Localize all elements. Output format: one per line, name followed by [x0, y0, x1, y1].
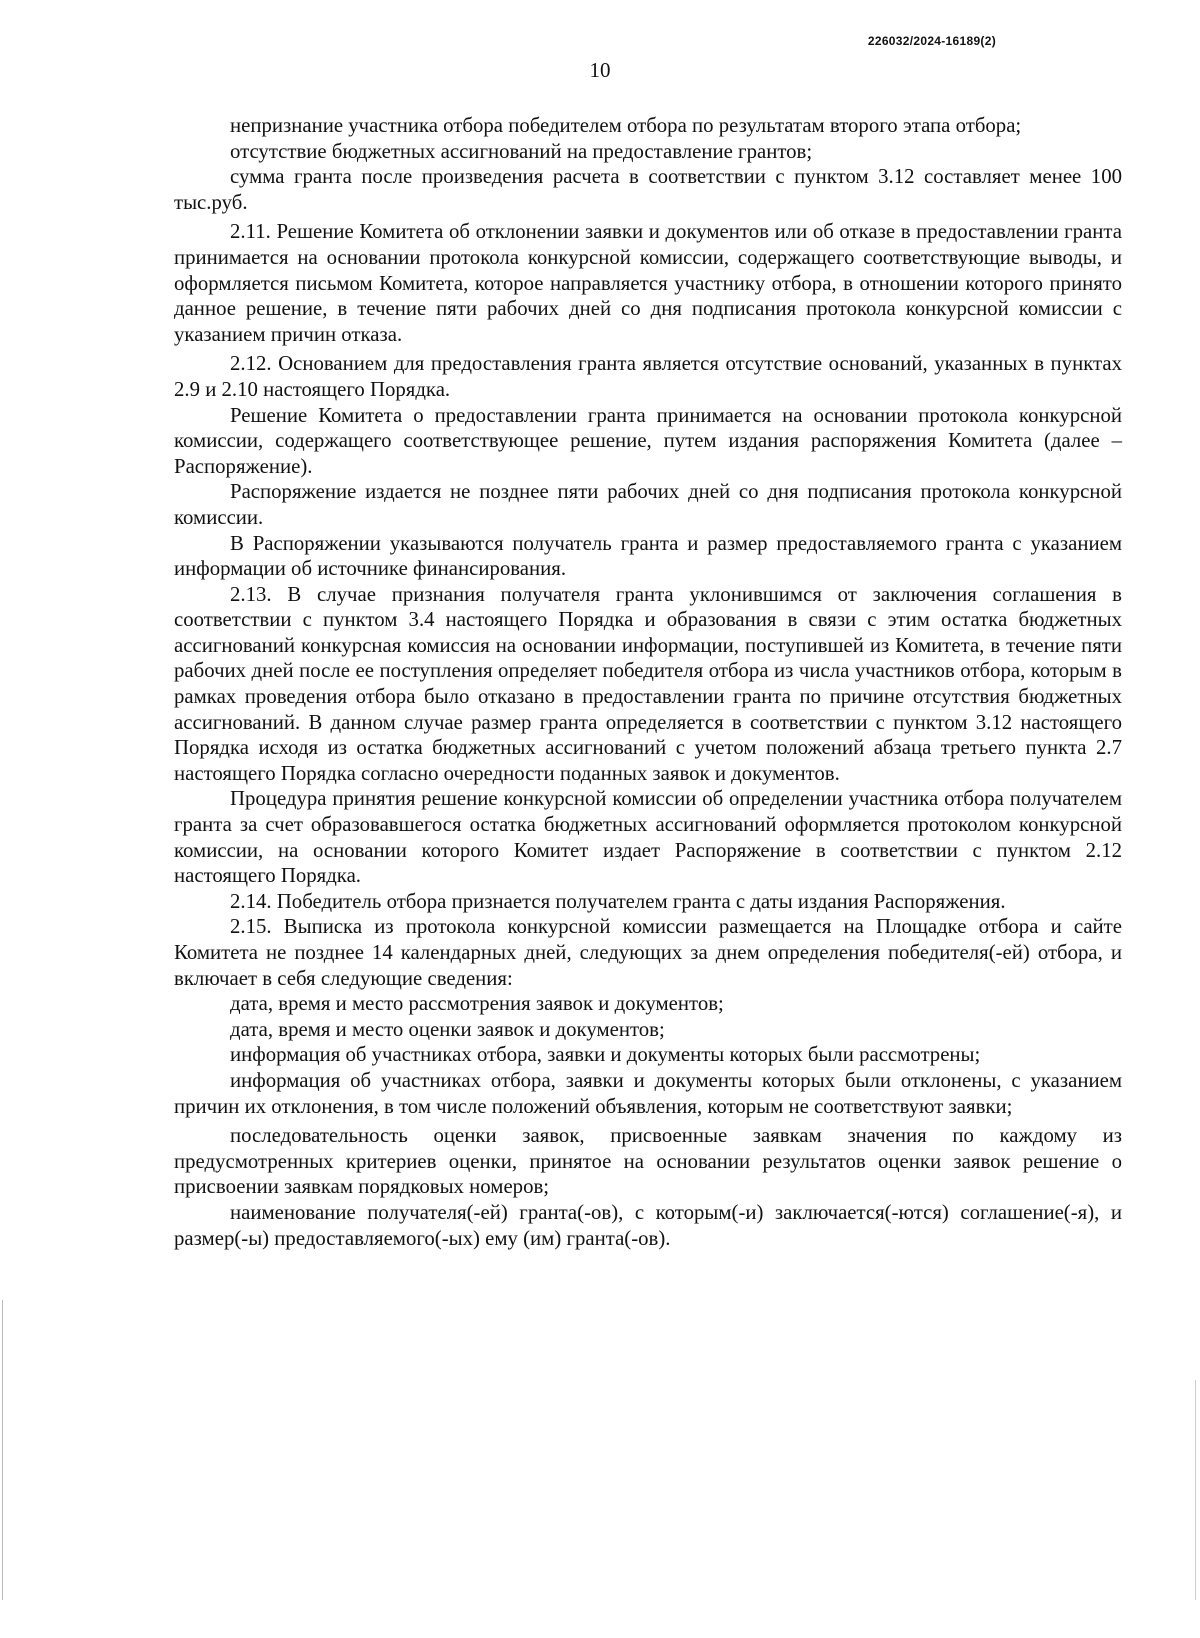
paragraph: Распоряжение издается не позднее пяти рабочих дней со дня подписания протокола конкурсной комиссии. [174, 480, 1122, 529]
paragraph: 2.13. В случае признания получателя гранта уклонившимся от заключения соглашения в соответствии с пунктом 3.4 настоящего Порядка и образования в связи с этим остатка бюджетных ассигнований конкурсная комиссия на основании информации, поступившей из Комитета, в течение пяти рабочих дней после ее поступления определяет победителя отбора из числа участников отбора, которым в рамках проведения отбора было отказано в предоставлении гранта по причине отсутствия бюджетных ассигнований. В данном случае размер гранта определяется в соответствии с пунктом 3.12 настоящего Порядка исходя из остатка бюджетных ассигнований с учетом положений абзаца третьего пункта 2.7 настоящего Порядка согласно очередности поданных заявок и документов. [174, 582, 1122, 785]
paragraph: непризнание участника отбора победителем отбора по результатам второго этапа отбора; [230, 114, 1022, 137]
paragraph: 2.14. Победитель отбора признается получателем гранта с даты издания Распоряжения. [230, 889, 1006, 913]
document-registration-number: 226032/2024-16189(2) [867, 34, 996, 48]
paragraph: дата, время и место оценки заявок и документов; [230, 1017, 665, 1041]
scan-edge-mark [2, 1300, 3, 1600]
document-body [174, 113, 1122, 1251]
paragraph: В Распоряжении указываются получатель гранта и размер предоставляемого гранта с указанием информации об источнике финансирования. [174, 531, 1122, 581]
paragraph: 2.15. Выписка из протокола конкурсной комиссии размещается на Площадке отбора и сайте Комитета не позднее 14 календарных дней, следующих за днем определения победителя(-ей) отбора, и включает в себя следующие сведения: [174, 915, 1122, 990]
paragraph: дата, время и место рассмотрения заявок и документов; [230, 992, 724, 1016]
paragraph: сумма гранта после произведения расчета в соответствии с пунктом 3.12 составляет менее 100 тыс.руб. [174, 165, 1122, 214]
paragraph: 2.12. Основанием для предоставления гранта является отсутствие оснований, указанных в пунктах 2.9 и 2.10 настоящего Порядка. [174, 352, 1122, 401]
paragraph: информация об участниках отбора, заявки и документы которых были рассмотрены; [230, 1043, 981, 1067]
paragraph: отсутствие бюджетных ассигнований на предоставление грантов; [230, 139, 813, 163]
scan-edge-mark [1195, 1380, 1196, 1600]
page-number: 10 [589, 58, 611, 82]
paragraph: 2.11. Решение Комитета об отклонении заявки и документов или об отказе в предоставлении гранта принимается на основании протокола конкурсной комиссии, содержащего соответствующие выводы, и оформляется письмом Комитета, которое направляется участнику отбора, в отношении которого принято данное решение, в течение пяти рабочих дней со дня подписания протокола конкурсной комиссии с указанием причин отказа. [174, 220, 1122, 346]
paragraph: последовательность оценки заявок, присвоенные заявкам значения по каждому из предусмотренных критериев оценки, принятое на основании результатов оценки заявок решение о присвоении заявкам порядковых номеров; [174, 1124, 1122, 1199]
paragraph: наименование получателя(-ей) гранта(-ов), с которым(-и) заключается(-ются) соглашение(-я), и размер(-ы) предоставляемого(-ых) ему (им) гранта(-ов). [174, 1200, 1122, 1250]
paragraph: Решение Комитета о предоставлении гранта принимается на основании протокола конкурсной комиссии, содержащего соответствующее решение, путем издания распоряжения Комитета (далее – Распоряжение). [174, 403, 1122, 478]
paragraph: Процедура принятия решение конкурсной комиссии об определении участника отбора получателем гранта за счет образовавшегося остатка бюджетных ассигнований оформляется протоколом конкурсной комиссии, на основании которого Комитет издает Распоряжение в соответствии с пунктом 2.12 настоящего Порядка. [174, 787, 1122, 888]
paragraph: информация об участниках отбора, заявки и документы которых были отклонены, с указанием причин их отклонения, в том числе положений объявления, которым не соответствуют заявки; [174, 1068, 1122, 1118]
